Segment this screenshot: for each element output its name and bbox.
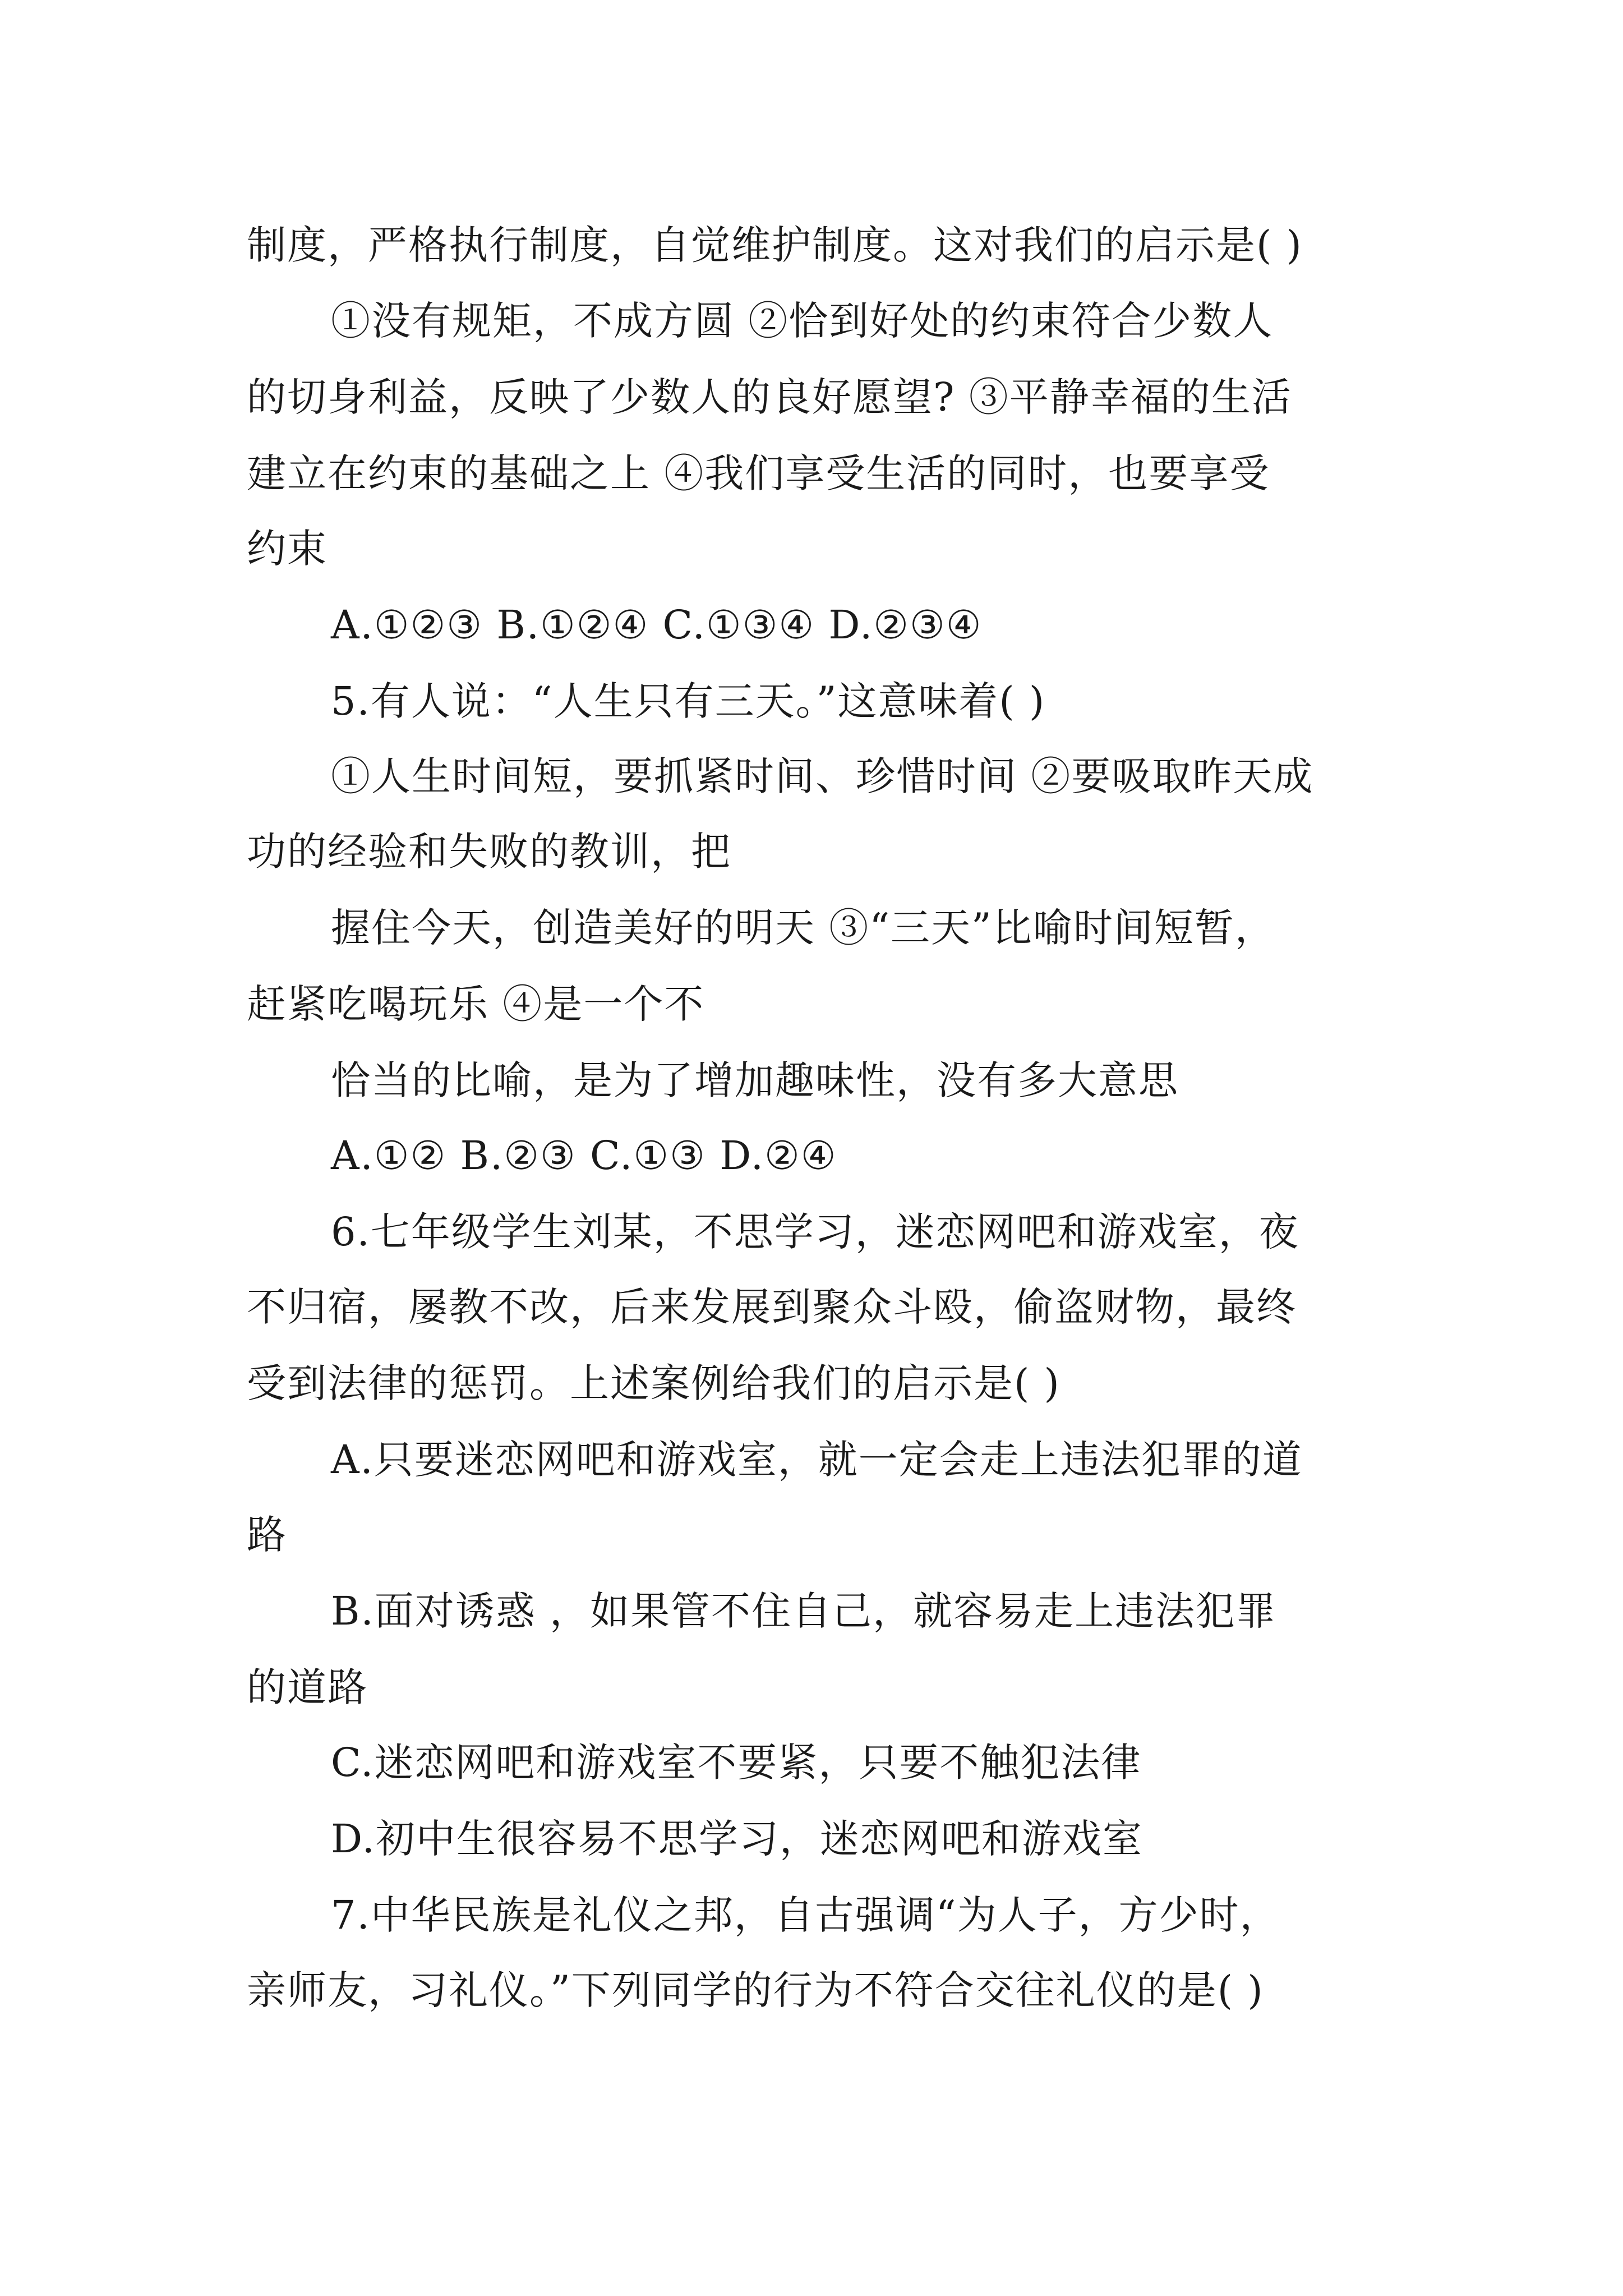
option-b: B.面对诱惑 ，如果管不住自己，就容易走上违法犯罪 xyxy=(331,1588,1276,1634)
text-line: 路 xyxy=(247,1512,287,1558)
text-line: 不归宿，屡教不改，后来发展到聚众斗殴，偷盗财物，最终 xyxy=(247,1284,1297,1330)
text-line: 制度，严格执行制度，自觉维护制度。这对我们的启示是( ) xyxy=(247,222,1303,268)
text-line: 建立在约束的基础之上 ④我们享受生活的同时，也要享受 xyxy=(247,450,1270,496)
question-5-stem: 5.有人说：“人生只有三天。”这意味着( ) xyxy=(331,678,1046,724)
text-line: 恰当的比喻，是为了增加趣味性，没有多大意思 xyxy=(331,1057,1179,1103)
text-line: 受到法律的惩罚。上述案例给我们的启示是( ) xyxy=(247,1360,1061,1406)
text-line: 亲师友，习礼仪。”下列同学的行为不符合交往礼仪的是( ) xyxy=(247,1967,1264,2013)
text-line: 握住今天，创造美好的明天 ③“三天”比喻时间短暂， xyxy=(331,905,1275,951)
answer-choices: A.①②③ B.①②④ C.①③④ D.②③④ xyxy=(331,602,983,648)
text-line: 约束 xyxy=(247,526,328,572)
option-d: D.初中生很容易不思学习，迷恋网吧和游戏室 xyxy=(331,1816,1143,1862)
question-7-stem: 7.中华民族是礼仪之邦，自古强调“为人子，方少时， xyxy=(331,1892,1280,1938)
text-line: 的道路 xyxy=(247,1664,368,1710)
option-statements-line: ①没有规矩，不成方圆 ②恰到好处的约束符合少数人 xyxy=(331,298,1274,344)
option-statements-line: ①人生时间短，要抓紧时间、珍惜时间 ②要吸取昨天成 xyxy=(331,753,1314,799)
answer-choices: A.①② B.②③ C.①③ D.②④ xyxy=(331,1133,837,1179)
option-a: A.只要迷恋网吧和游戏室，就一定会走上违法犯罪的道 xyxy=(331,1437,1303,1483)
text-line: 赶紧吃喝玩乐 ④是一个不 xyxy=(247,981,705,1027)
option-c: C.迷恋网吧和游戏室不要紧，只要不触犯法律 xyxy=(331,1740,1142,1786)
text-line: 的切身利益，反映了少数人的良好愿望? ③平静幸福的生活 xyxy=(247,374,1292,420)
text-line: 功的经验和失败的教训，把 xyxy=(247,829,731,875)
question-6-stem: 6.七年级学生刘某，不思学习，迷恋网吧和游戏室，夜 xyxy=(331,1209,1299,1255)
